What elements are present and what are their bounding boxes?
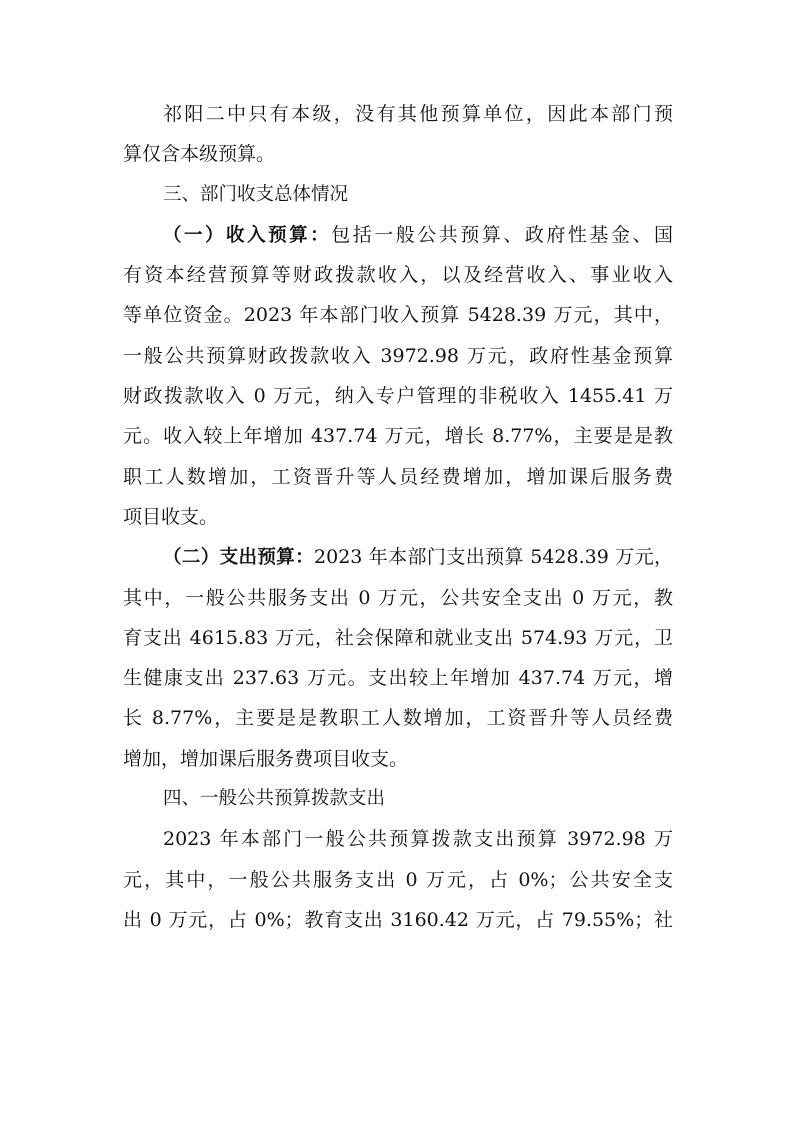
general-budget-line: 元，其中，一般公共服务支出 0 万元，占 0%；公共安全支: [123, 868, 673, 891]
general-budget-line: 2023 年本部门一般公共预算拨款支出预算 3972.98 万: [163, 828, 673, 851]
expense-budget-line: [123, 537, 673, 577]
income-budget-line: 一般公共预算财政拨款收入 3972.98 万元，政府性基金预算: [123, 344, 673, 367]
section-heading-revenue-expenditure: 三、部门收支总体情况: [163, 183, 349, 205]
document-body: [123, 94, 673, 940]
income-budget-line: 职工人数增加，工资晋升等人员经费增加，增加课后服务费: [123, 465, 673, 488]
expense-budget-line: 增加，增加课后服务费项目收支。: [123, 747, 409, 770]
general-budget-line: 出 0 万元，占 0%；教育支出 3160.42 万元，占 79.55%；社: [123, 908, 673, 931]
income-budget-text: 包括一般公共预算、政府性基金、国: [331, 223, 673, 246]
expense-budget-label: （二）支出预算：: [163, 547, 315, 569]
income-budget-line: 有资本经营预算等财政拨款收入，以及经营收入、事业收入: [123, 264, 673, 287]
income-budget-line: 项目收支。: [123, 505, 219, 528]
expense-budget-line: 生健康支出 237.63 万元。支出较上年增加 437.74 万元，增: [123, 667, 673, 690]
income-budget-label: （一）收入预算：: [163, 224, 332, 246]
income-budget-line: [123, 215, 673, 255]
section-heading-general-budget: 四、一般公共预算拨款支出: [163, 788, 386, 810]
scope-paragraph-line: 祁阳二中只有本级，没有其他预算单位，因此本部门预: [163, 103, 673, 125]
income-budget-line: 财政拨款收入 0 万元，纳入专户管理的非税收入 1455.41 万: [123, 385, 673, 408]
expense-budget-line: 长 8.77%，主要是是教职工人数增加，工资晋升等人员经费: [123, 707, 673, 730]
income-budget-line: 等单位资金。2023 年本部门收入预算 5428.39 万元，其中，: [123, 304, 673, 327]
expense-budget-line: 育支出 4615.83 万元，社会保障和就业支出 574.93 万元，卫: [123, 626, 673, 649]
income-budget-line: 元。收入较上年增加 437.74 万元，增长 8.77%，主要是是教: [123, 425, 673, 448]
expense-budget-text: 2023 年本部门支出预算 5428.39 万元，: [314, 546, 673, 569]
expense-budget-line: 其中，一般公共服务支出 0 万元，公共安全支出 0 万元，教: [123, 586, 673, 609]
scope-paragraph-line: 算仅含本级预算。: [123, 143, 276, 166]
